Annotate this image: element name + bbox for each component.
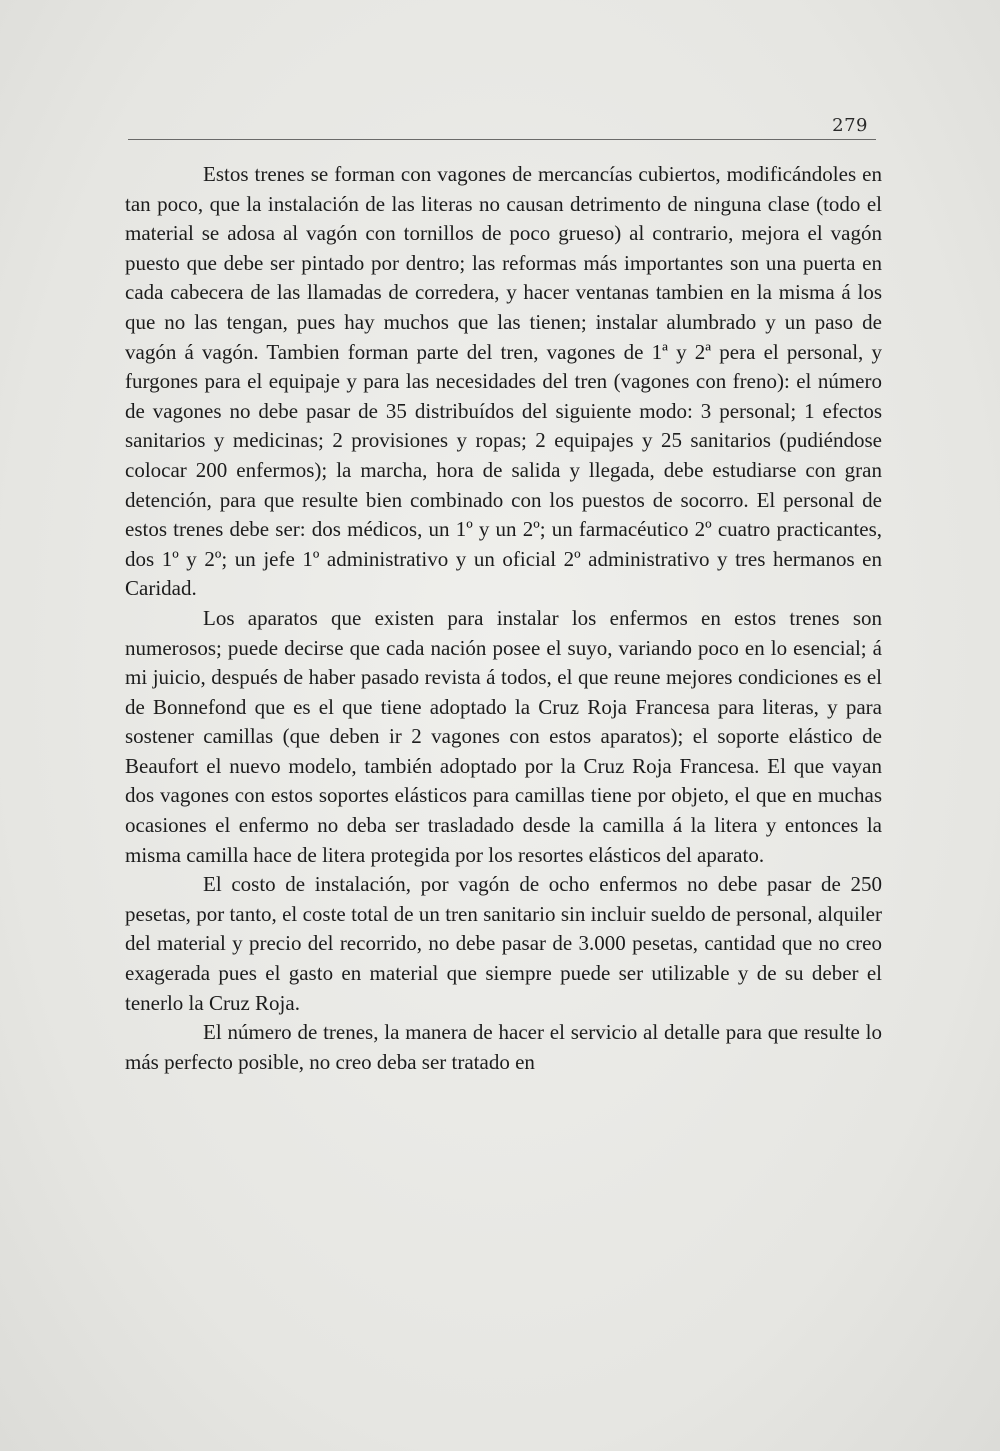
paragraph: El número de trenes, la manera de hacer el servicio al detalle para que resulte lo más perfecto posible, no creo deba ser tratado en (125, 1020, 882, 1074)
paragraph: Estos trenes se forman con vagones de mercancías cubiertos, modificándoles en tan poco, que la instalación de las literas no causan detrimento de ninguna clase (todo el material se adosa al vagón con tornillos de poco grueso) al contrario, mejora el vagón puesto que debe ser pintado por dentro; las reformas más importantes son una puerta en cada cabecera de las llamadas de corredera, y hacer ventanas tambien en la misma á los que no las tengan, pues hay muchos que las tienen; instalar alumbrado y un paso de vagón á vagón. Tambien forman parte del tren, vagones de 1ª y 2ª pera el personal, y furgones para el equipaje y para las necesidades del tren (vagones con freno): el número de vagones no debe pasar de 35 distribuídos del siguiente modo: 3 personal; 1 efectos sanitarios y medicinas; 2 provisiones y ropas; 2 equipajes y 25 sanitarios (pudiéndose colocar 200 enfermos); la marcha, hora de salida y llegada, debe estudiarse con gran detención, para que resulte bien combinado con los puestos de socorro. El personal de estos trenes debe ser: dos médicos, un 1º y un 2º; un farmacéutico 2º cuatro practicantes, dos 1º y 2º; un jefe 1º administrativo y un oficial 2º administrativo y tres hermanos en Caridad. (125, 162, 882, 601)
body-text (125, 160, 882, 1077)
header-rule (128, 139, 876, 140)
paragraph: Los aparatos que existen para instalar los enfermos en estos trenes son numerosos; puede decirse que cada nación posee el suyo, variando poco en lo esencial; á mi juicio, después de haber pasado revista á todos, el que reune mejores condiciones es el de Bonnefond que es el que tiene adoptado la Cruz Roja Francesa para literas, y para sostener camillas (que deben ir 2 vagones con estos aparatos); el soporte elástico de Beaufort el nuevo modelo, también adoptado por la Cruz Roja Francesa. El que vayan dos vagones con estos soportes elásticos para camillas tiene por objeto, el que en muchas ocasiones el enfermo no deba ser trasladado desde la camilla á la litera y entonces la misma camilla hace de litera protegida por los resortes elásticos del aparato. (125, 605, 882, 867)
running-header (128, 113, 876, 143)
page-number: 279 (832, 115, 868, 136)
paragraph: El costo de instalación, por vagón de ocho enfermos no debe pasar de 250 pesetas, por tanto, el coste total de un tren sanitario sin incluir sueldo de personal, alquiler del material y precio del recorrido, no debe pasar de 3.000 pesetas, cantidad que no creo exagerada pues el gasto en material que siempre puede ser utilizable y de su deber el tenerlo la Cruz Roja. (125, 872, 882, 1015)
